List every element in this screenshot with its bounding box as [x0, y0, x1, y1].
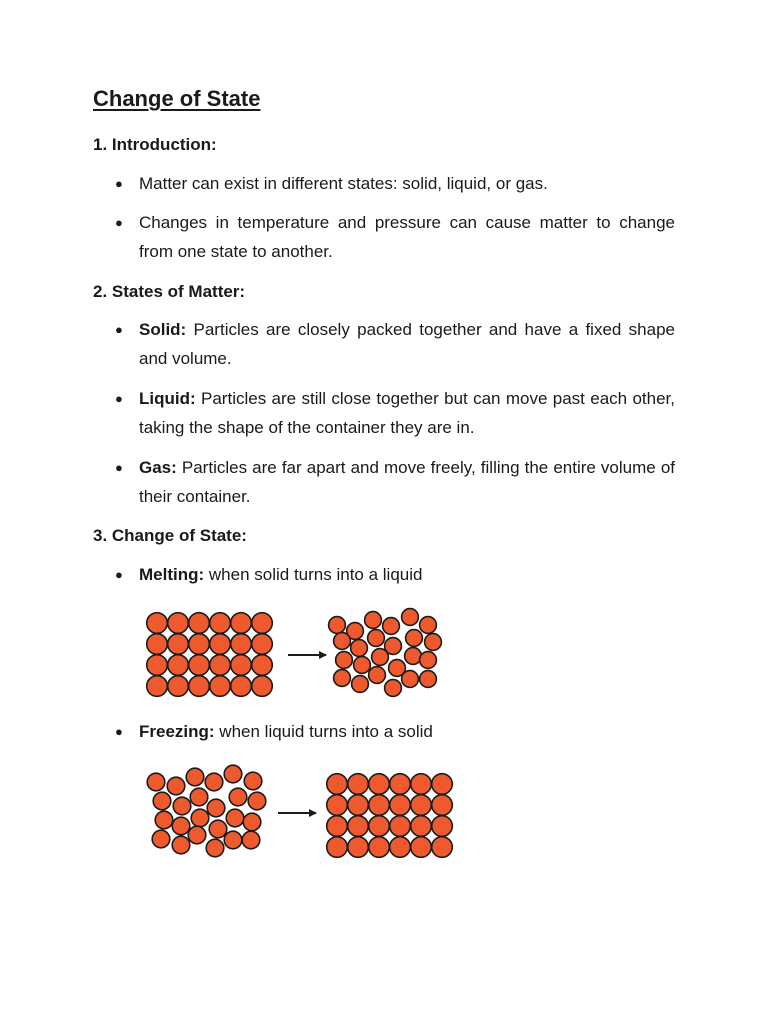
particle	[372, 649, 389, 666]
particle	[168, 655, 189, 676]
particle	[405, 648, 422, 665]
particle	[348, 795, 369, 816]
particle	[432, 816, 453, 837]
particle	[242, 831, 260, 849]
particle	[369, 774, 390, 795]
particle	[348, 774, 369, 795]
particle	[420, 671, 437, 688]
particle	[210, 655, 231, 676]
particle	[327, 795, 348, 816]
particle	[420, 617, 437, 634]
particle	[205, 773, 223, 791]
particle	[365, 612, 382, 629]
term-freezing: Freezing:	[139, 722, 215, 741]
particle	[252, 634, 273, 655]
particle	[390, 837, 411, 858]
particle	[425, 634, 442, 651]
term-solid: Solid:	[139, 320, 187, 339]
document-title: Change of State	[93, 86, 261, 111]
particle	[244, 772, 262, 790]
particle	[207, 799, 225, 817]
particle	[252, 676, 273, 697]
particle	[168, 613, 189, 634]
definition-liquid: Particles are still close together but can move past each other, taking the shape of the container they are in.	[139, 389, 676, 437]
particle	[186, 768, 204, 786]
bullet-icon: ●	[115, 460, 123, 475]
particle	[432, 795, 453, 816]
bullet-icon: ●	[115, 215, 123, 230]
particle	[229, 788, 247, 806]
particle	[172, 817, 190, 835]
particle	[348, 837, 369, 858]
list-item-text: Changes in temperature and pressure can cause matter to change from one state to another.	[139, 213, 675, 261]
particle	[390, 774, 411, 795]
definition-melting: when solid turns into a liquid	[208, 565, 423, 584]
particle	[329, 617, 346, 634]
particle	[231, 655, 252, 676]
particle	[390, 816, 411, 837]
definition-gas: Particles are far apart and move freely, filling the entire volume of their container.	[139, 458, 675, 506]
particle	[189, 634, 210, 655]
particle	[226, 809, 244, 827]
particle	[351, 640, 368, 657]
particle	[147, 634, 168, 655]
particle	[209, 820, 227, 838]
particle	[189, 676, 210, 697]
melting-liquid-particles	[329, 609, 442, 697]
particle	[327, 837, 348, 858]
particle	[147, 676, 168, 697]
term-melting: Melting:	[139, 565, 205, 584]
particle	[334, 633, 351, 650]
particle	[189, 613, 210, 634]
particle	[385, 680, 402, 697]
particle	[210, 676, 231, 697]
particle	[334, 670, 351, 687]
particle	[390, 795, 411, 816]
particle	[402, 671, 419, 688]
particle	[189, 655, 210, 676]
freezing-solid-particles	[327, 774, 453, 858]
particle	[348, 816, 369, 837]
particle	[406, 630, 423, 647]
particle	[147, 773, 165, 791]
particle	[173, 797, 191, 815]
bullet-icon: ●	[115, 322, 123, 337]
section-heading-change-of-state: 3. Change of State:	[93, 526, 247, 545]
freezing-liquid-particles	[147, 765, 266, 857]
term-gas: Gas:	[139, 458, 177, 477]
particle	[147, 613, 168, 634]
particle	[327, 774, 348, 795]
list-item-text: Matter can exist in different states: solid, liquid, or gas.	[139, 174, 548, 193]
particle	[420, 652, 437, 669]
particle	[369, 837, 390, 858]
particle	[369, 667, 386, 684]
bullet-icon: ●	[115, 724, 123, 739]
bullet-icon: ●	[115, 567, 123, 582]
particle	[411, 795, 432, 816]
bullet-icon: ●	[115, 176, 123, 191]
particle	[252, 655, 273, 676]
particle	[402, 609, 419, 626]
particle	[231, 634, 252, 655]
particle	[152, 830, 170, 848]
particle	[252, 613, 273, 634]
definition-solid: Particles are closely packed together and have a fixed shape and volume.	[139, 320, 675, 368]
particle	[231, 613, 252, 634]
particle	[190, 788, 208, 806]
particle	[411, 837, 432, 858]
particle	[168, 676, 189, 697]
particle	[243, 813, 261, 831]
particle	[411, 774, 432, 795]
particle	[352, 676, 369, 693]
particle	[383, 618, 400, 635]
section-heading-states-of-matter: 2. States of Matter:	[93, 282, 246, 301]
particle	[167, 777, 185, 795]
particle	[168, 634, 189, 655]
particle	[224, 765, 242, 783]
particle	[210, 634, 231, 655]
melting-solid-particles	[147, 613, 273, 697]
particle	[432, 837, 453, 858]
definition-freezing: when liquid turns into a solid	[219, 722, 433, 741]
particle	[206, 839, 224, 857]
particle	[155, 811, 173, 829]
particle	[188, 826, 206, 844]
particle	[369, 816, 390, 837]
term-liquid: Liquid:	[139, 389, 196, 408]
particle	[327, 816, 348, 837]
particle	[153, 792, 171, 810]
particle	[210, 613, 231, 634]
particle	[411, 816, 432, 837]
particle	[172, 836, 190, 854]
bullet-icon: ●	[115, 391, 123, 406]
particle	[354, 657, 371, 674]
particle	[432, 774, 453, 795]
particle	[248, 792, 266, 810]
particle	[231, 676, 252, 697]
particle	[224, 831, 242, 849]
particle	[191, 809, 209, 827]
particle	[336, 652, 353, 669]
section-heading-introduction: 1. Introduction:	[93, 135, 217, 154]
particle	[369, 795, 390, 816]
particle	[368, 630, 385, 647]
particle	[147, 655, 168, 676]
